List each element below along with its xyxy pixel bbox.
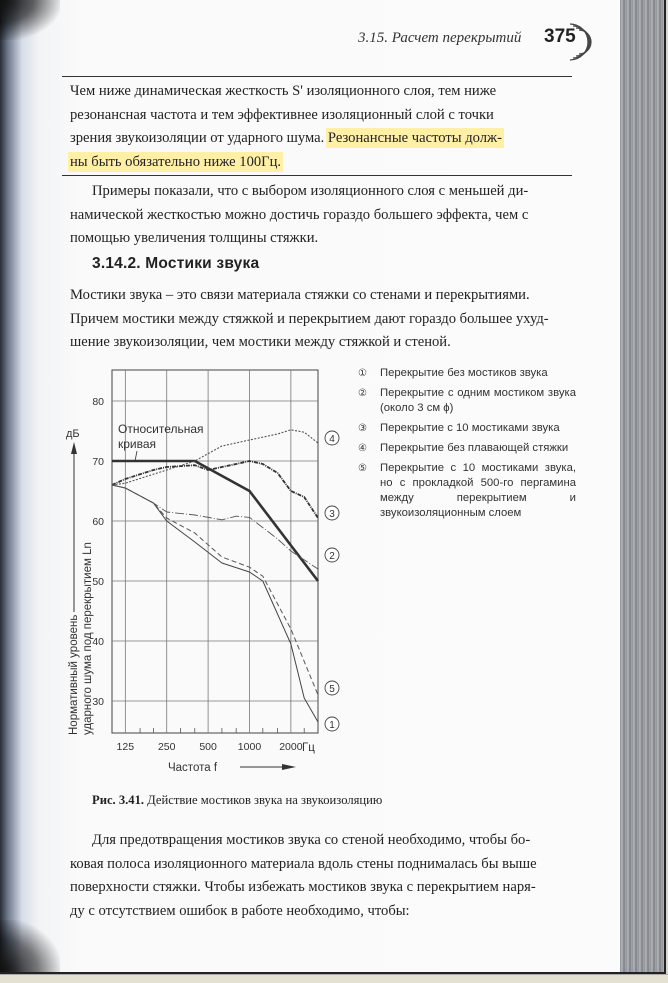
figure-caption-text: Действие мостиков звука на звукоизоляцию [144, 793, 383, 807]
running-title: 3.15. Расчет перекрытий [358, 30, 522, 46]
y-axis-arrowhead-icon [71, 442, 77, 454]
legend-item [358, 461, 576, 521]
legend-item [358, 386, 576, 416]
legend-text: Перекрытие с 10 мостиками звука, но с прокладкой 500-го пергамина между перекрытием и звукоизоляционным слоем [380, 462, 576, 519]
y-tick-label: 80 [92, 396, 104, 408]
series-label: 4 [329, 434, 335, 445]
y-unit-label: дБ [66, 428, 80, 440]
figure-caption [92, 793, 382, 808]
series-label: 2 [329, 551, 335, 562]
section-heading: 3.14.2. Мостики звука [92, 255, 260, 272]
legend-number: ③ [358, 423, 367, 434]
paragraph-line: Мостики звука – это связи материала стяжки со стенами и перекрытиями. [70, 287, 530, 303]
series-label: 5 [329, 684, 335, 695]
note-line: резонансная частота и тем эффективнее изоляционный слой с точки [70, 106, 494, 123]
legend-number: ② [358, 388, 367, 399]
note-line: Чем ниже динамическая жесткость S' изоляционного слоя, тем ниже [70, 83, 497, 99]
paragraph-line: Причем мостики между стяжкой и перекрытием дают гораздо большее ухуд- [70, 310, 549, 327]
legend-text: Перекрытие без мостиков звука [380, 367, 548, 379]
legend-number: ① [358, 368, 367, 379]
legend-number: ④ [358, 443, 367, 454]
legend-item [358, 366, 576, 381]
series-label: 3 [329, 509, 335, 520]
legend-number: ⑤ [358, 463, 367, 474]
x-unit-label: Гц [302, 742, 315, 754]
series-line-1 [112, 485, 318, 722]
highlighted-text: Резонансные частоты долж- [327, 130, 502, 146]
x-axis-arrowhead-icon [282, 764, 296, 770]
paragraph-line: поверхности стяжки. Чтобы избежать мостиков звука с перекрытием наря- [70, 879, 536, 895]
series-line-3 [112, 461, 318, 518]
y-axis-title-line-2: ударного шума под перекрытием Ln [82, 542, 94, 735]
x-tick-label: 500 [199, 741, 217, 753]
series-label: 1 [329, 720, 335, 731]
paragraph-line: ковая полоса изоляционного материала вдоль стены поднималась бы выше [70, 855, 537, 872]
note-line-text: зрения звукоизоляции от ударного шума. [70, 130, 328, 146]
figure-legend [358, 366, 576, 526]
annotation-line-1: Относительная [118, 422, 204, 436]
highlighted-text: ны быть обязательно ниже 100Гц. [70, 153, 282, 170]
paragraph-line: Примеры показали, что с выбором изоляционного слоя с меньшей ди- [92, 183, 529, 199]
paragraph-line: Для предотвращения мостиков звука со стеной необходимо, чтобы бо- [92, 832, 531, 848]
x-axis-title: Частота f [168, 762, 218, 774]
series-line-5 [112, 485, 318, 695]
y-tick-label: 70 [92, 456, 104, 468]
y-tick-label: 50 [92, 576, 104, 588]
y-tick-label: 60 [92, 516, 104, 528]
legend-item [358, 421, 576, 436]
legend-text: Перекрытие с 10 мостиками звука [380, 422, 560, 434]
paragraph-line: намической жесткостью можно достичь гораздо большего эффекта, чем с [70, 206, 529, 223]
page-number: 375 [544, 26, 576, 47]
x-tick-label: 1000 [237, 741, 262, 753]
x-tick-label: 125 [116, 741, 135, 753]
x-tick-label: 250 [157, 741, 176, 753]
annotation-pointer [135, 451, 137, 461]
paragraph-line: помощью увеличения толщины стяжки. [70, 230, 319, 246]
y-tick-label: 30 [92, 696, 104, 708]
y-tick-label: 40 [92, 636, 104, 648]
paragraph-3 [70, 829, 570, 923]
legend-item [358, 441, 576, 456]
paragraph-line: ду с отсутствием ошибок в работе необходимо, чтобы: [70, 902, 410, 919]
legend-text: Перекрытие без плавающей стяжки [380, 442, 569, 454]
x-tick-label: 2000 [279, 741, 303, 753]
figure-caption-label: Рис. 3.41. [92, 793, 145, 807]
annotation-line-2: кривая [118, 437, 157, 451]
paragraph-line: шение звукоизоляции, чем мостики между стяжкой и стеной. [70, 334, 451, 350]
y-axis-title-line-1: Нормативный уровень [68, 614, 80, 735]
legend-text: Перекрытие с одним мостиком звука (около 3 см ϕ) [380, 387, 576, 414]
